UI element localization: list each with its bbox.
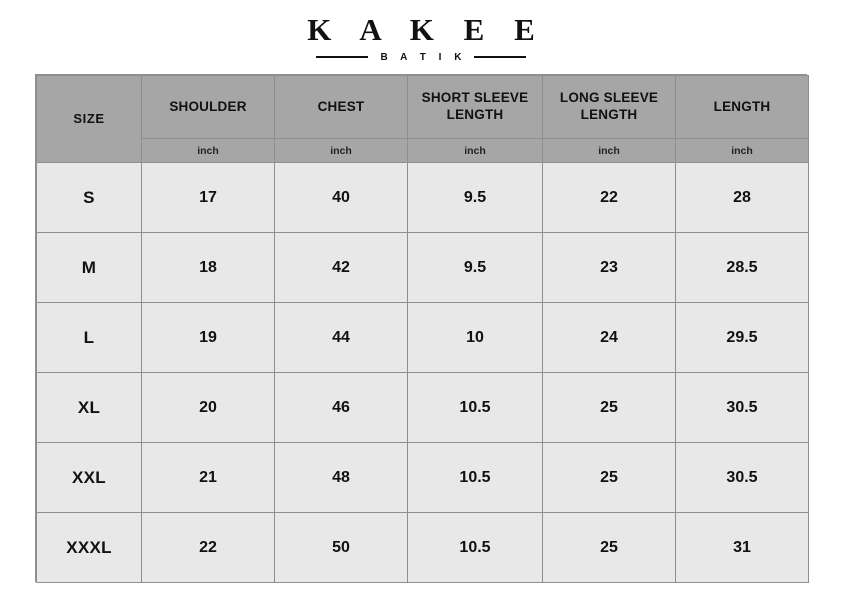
cell-short-sleeve-length: 10	[408, 303, 543, 373]
cell-shoulder: 19	[142, 303, 275, 373]
table-row	[37, 373, 809, 443]
size-table	[36, 75, 809, 583]
unit-chest: inch	[275, 139, 408, 163]
cell-chest: 42	[275, 233, 408, 303]
unit-length: inch	[676, 139, 809, 163]
table-row	[37, 163, 809, 233]
column-header-short-sleeve-length: SHORT SLEEVE LENGTH	[408, 76, 543, 139]
cell-long-sleeve-length: 25	[543, 373, 676, 443]
cell-length: 31	[676, 513, 809, 583]
cell-long-sleeve-length: 25	[543, 513, 676, 583]
table-body	[37, 163, 809, 583]
cell-size: XXL	[37, 443, 142, 513]
cell-shoulder: 20	[142, 373, 275, 443]
column-header-size: SIZE	[37, 76, 142, 163]
cell-size: S	[37, 163, 142, 233]
unit-long-sleeve-length: inch	[543, 139, 676, 163]
cell-length: 30.5	[676, 373, 809, 443]
cell-chest: 50	[275, 513, 408, 583]
column-header-chest: CHEST	[275, 76, 408, 139]
cell-long-sleeve-length: 23	[543, 233, 676, 303]
table-row	[37, 233, 809, 303]
cell-chest: 40	[275, 163, 408, 233]
brand-subtitle: B A T I K	[380, 51, 467, 63]
cell-chest: 46	[275, 373, 408, 443]
column-header-shoulder: SHOULDER	[142, 76, 275, 139]
cell-size: L	[37, 303, 142, 373]
cell-long-sleeve-length: 25	[543, 443, 676, 513]
header-row-labels	[37, 76, 809, 139]
cell-short-sleeve-length: 9.5	[408, 163, 543, 233]
table-row	[37, 513, 809, 583]
column-header-length: LENGTH	[676, 76, 809, 139]
cell-size: XXXL	[37, 513, 142, 583]
cell-size: XL	[37, 373, 142, 443]
cell-shoulder: 22	[142, 513, 275, 583]
cell-shoulder: 18	[142, 233, 275, 303]
cell-shoulder: 21	[142, 443, 275, 513]
cell-short-sleeve-length: 9.5	[408, 233, 543, 303]
table-row	[37, 443, 809, 513]
brand-name: K A K E E	[307, 12, 546, 47]
header-row-units	[37, 139, 809, 163]
table-row	[37, 303, 809, 373]
cell-chest: 44	[275, 303, 408, 373]
unit-shoulder: inch	[142, 139, 275, 163]
cell-shoulder: 17	[142, 163, 275, 233]
size-table-wrapper	[35, 74, 807, 582]
brand-subtitle-row	[0, 52, 842, 63]
cell-short-sleeve-length: 10.5	[408, 513, 543, 583]
cell-length: 30.5	[676, 443, 809, 513]
brand-header	[0, 14, 842, 63]
cell-length: 28.5	[676, 233, 809, 303]
table-header	[37, 76, 809, 163]
rule-left	[316, 56, 368, 58]
cell-long-sleeve-length: 22	[543, 163, 676, 233]
cell-length: 28	[676, 163, 809, 233]
rule-right	[474, 56, 526, 58]
cell-short-sleeve-length: 10.5	[408, 443, 543, 513]
cell-length: 29.5	[676, 303, 809, 373]
cell-chest: 48	[275, 443, 408, 513]
unit-short-sleeve-length: inch	[408, 139, 543, 163]
column-header-long-sleeve-length: LONG SLEEVE LENGTH	[543, 76, 676, 139]
cell-size: M	[37, 233, 142, 303]
cell-short-sleeve-length: 10.5	[408, 373, 543, 443]
cell-long-sleeve-length: 24	[543, 303, 676, 373]
